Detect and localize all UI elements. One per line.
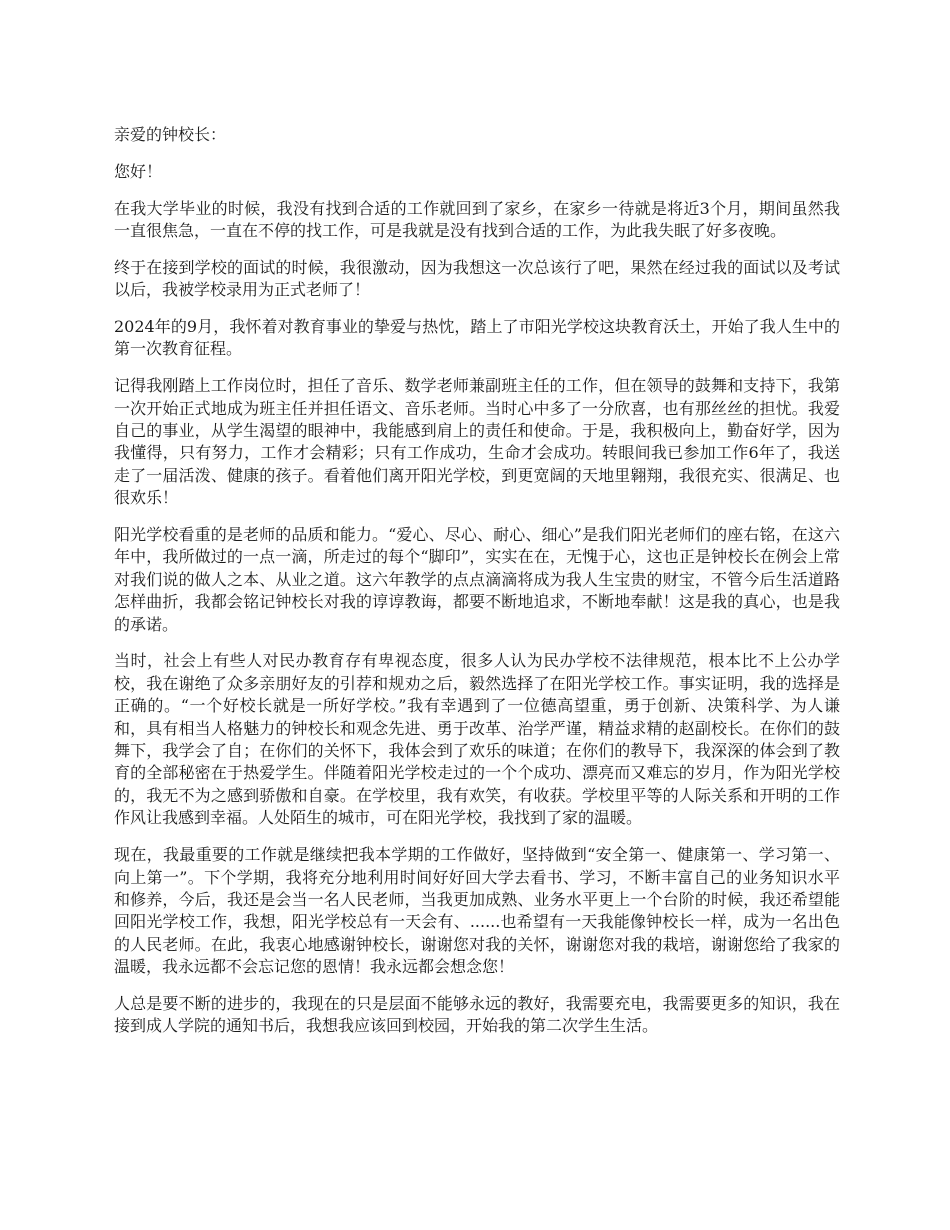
paragraph-7: 现在，我最重要的工作就是继续把我本学期的工作做好，坚持做到“安全第一、健康第一、学习第一、向上第一”。下个学期，我将充分地利用时间好好回大学去看书、学习，不断丰富自己的业务知识水平和修养，今后，我还是会当一名人民老师，当我更加成熟、业务水平更上一个台阶的时候，我还希望能回阳光学校工作，我想，阳光学校总有一天会有、......也希望有一天我能像钟校长一样，成为一名出色的人民老师。在此，我衷心地感谢钟校长，谢谢您对我的关怀，谢谢您对我的栽培，谢谢您给了我家的温暖，我永远都不会忘记您的恩情！我永远都会想念您！ xyxy=(114,845,840,977)
paragraph-1: 在我大学毕业的时候，我没有找到合适的工作就回到了家乡，在家乡一待就是将近3个月，期间虽然我一直很焦急，一直在不停的找工作，可是我就是没有找到合适的工作，为此我失眠了好多夜晚。 xyxy=(114,198,840,240)
letter-body xyxy=(114,124,840,1052)
salutation: 亲爱的钟校长： xyxy=(114,125,227,144)
paragraph-5: 阳光学校看重的是老师的品质和能力。“爱心、尽心、耐心、细心”是我们阳光老师们的座右铭，在这六年中，我所做过的一点一滴，所走过的每个“脚印”，实实在在，无愧于心，这也正是钟校长在例会上常对我们说的做人之本、从业之道。这六年教学的点点滴滴将成为我人生宝贵的财宝，不管今后生活道路怎样曲折，我都会铭记钟校长对我的谆谆教诲，都要不断地追求，不断地奉献！这是我的真心，也是我的承诺。 xyxy=(114,525,840,634)
paragraph-6: 当时，社会上有些人对民办教育存有卑视态度，很多人认为民办学校不法律规范，根本比不上公办学校，我在谢绝了众多亲朋好友的引荐和规劝之后，毅然选择了在阳光学校工作。事实证明，我的选择是正确的。“一个好校长就是一所好学校。”我有幸遇到了一位德高望重，勇于创新、决策科学、为人谦和，具有相当人格魅力的钟校长和观念先进、勇于改革、治学严谨，精益求精的赵副校长。在你们的鼓舞下，我学会了自；在你们的关怀下，我体会到了欢乐的味道；在你们的教导下，我深深的体会到了教育的全部秘密在于热爱学生。伴随着阳光学校走过的一个个成功、漂亮而又难忘的岁月，作为阳光学校的，我无不为之感到骄傲和自豪。在学校里，我有欢笑，有收获。学校里平等的人际关系和开明的工作作风让我感到幸福。人处陌生的城市，可在阳光学校，我找到了家的温暖。 xyxy=(114,651,840,828)
paragraph-2: 终于在接到学校的面试的时候，我很激动，因为我想这一次总该行了吧，果然在经过我的面试以及考试以后，我被学校录用为正式老师了！ xyxy=(114,257,840,300)
paragraph-3: 2024年的9月，我怀着对教育事业的挚爱与热忱，踏上了市阳光学校这块教育沃土，开始了我人生中的第一次教育征程。 xyxy=(114,317,840,359)
paragraph-8: 人总是要不断的进步的，我现在的只是层面不能够永远的教好，我需要充电，我需要更多的知识，我在接到成人学院的通知书后，我想我应该回到校园，开始我的第二次学生生活。 xyxy=(114,993,840,1036)
greeting: 您好！ xyxy=(114,161,163,181)
paragraph-4: 记得我刚踏上工作岗位时，担任了音乐、数学老师兼副班主任的工作，但在领导的鼓舞和支持下，我第一次开始正式地成为班主任并担任语文、音乐老师。当时心中多了一分欣喜，也有那丝丝的担忧。我爱自己的事业，从学生渴望的眼神中，我能感到肩上的责任和使命。于是，我积极向上，勤奋好学，因为我懂得，只有努力，工作才会精彩；只有工作成功，生命才会成功。转眼间我已参加工作6年了，我送走了一届活泼、健康的孩子。看着他们离开阳光学校，到更宽阔的天地里翱翔，我很充实、很满足、也很欢乐！ xyxy=(114,376,840,508)
